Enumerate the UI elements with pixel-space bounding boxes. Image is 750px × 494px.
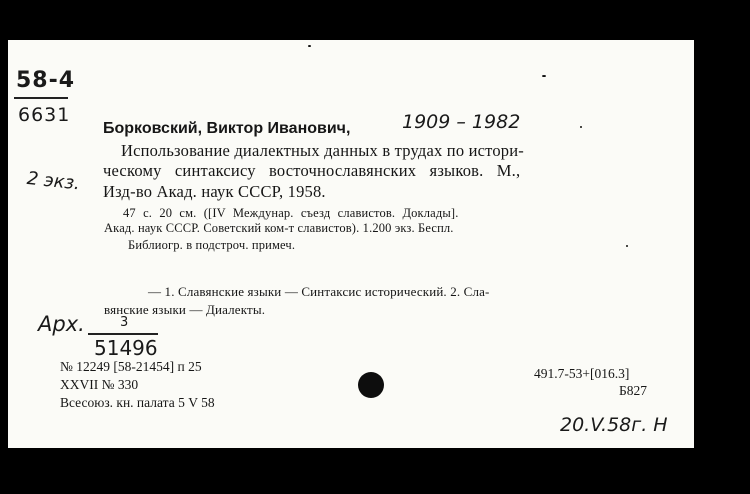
subjects-line-2: вянские языки — Диалекты.: [104, 302, 266, 317]
record-number-line: № 12249 [58-21454] п 25: [60, 359, 202, 374]
chamber-line: Всесоюз. кн. палата 5 V 58: [60, 395, 215, 410]
volume-line: XXVII № 330: [60, 377, 139, 392]
call-number-top: 58-4: [16, 68, 76, 93]
author-heading: Борковский, Виктор Иванович,: [103, 120, 351, 137]
collation-line-2: Акад. наук СССР. Советский ком-т славистов). 1.200 экз. Беспл.: [104, 221, 454, 235]
title-line-3: Изд-во Акад. наук СССР, 1958.: [103, 182, 326, 201]
author-dates-handwritten: 1909 – 1982: [402, 111, 521, 133]
ink-speck: [308, 45, 311, 47]
punch-hole: [358, 372, 384, 398]
subjects-line-1: — 1. Славянские языки — Синтаксис исторический. 2. Сла-: [148, 284, 490, 299]
classification-udc: 491.7-53+[016.3]: [534, 366, 630, 381]
archive-mark-number: 51496: [94, 336, 158, 360]
catalog-card: [8, 40, 698, 448]
handwritten-date: 20.V.58г. Н: [560, 414, 668, 436]
ink-speck: [542, 75, 546, 77]
classification-author-mark: Б827: [619, 383, 648, 398]
card-edge-shadow: [694, 40, 698, 448]
archive-mark-number-top: 3: [120, 315, 129, 330]
call-number-bottom: 6631: [18, 104, 71, 126]
title-line-2: ческому синтаксису восточнославянских языков. М.,: [103, 161, 521, 180]
archive-mark-line: [88, 333, 158, 335]
collation-line-1: 47 с. 20 см. ([IV Междунар. съезд славистов. Доклады].: [123, 206, 459, 220]
call-number-underline: [14, 97, 68, 99]
ink-speck: [580, 126, 582, 128]
title-line-1: Использование диалектных данных в трудах по истори-: [121, 141, 524, 160]
copies-margin-note: 2 экз.: [25, 168, 81, 195]
collation-line-3: Библиогр. в подстроч. примеч.: [128, 238, 296, 252]
ink-speck: [626, 245, 628, 247]
archive-mark-label: Арх.: [38, 312, 85, 336]
